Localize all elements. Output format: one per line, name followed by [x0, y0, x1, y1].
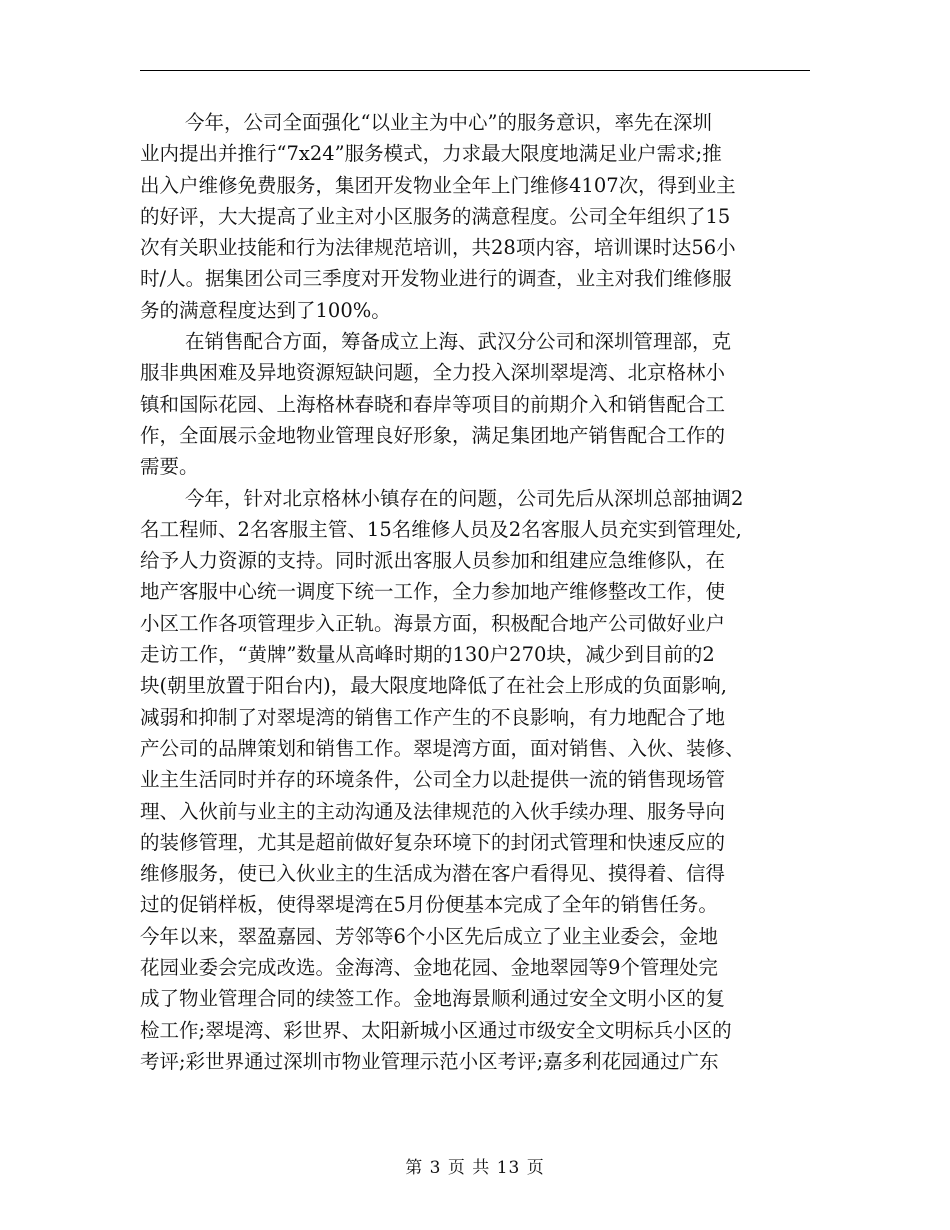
- text-line: 块(朝里放置于阳台内)，最大限度地降低了在社会上形成的负面影响,: [140, 674, 727, 698]
- text-line: 镇和国际花园、上海格林春晓和春岸等项目的前期介入和销售配合工: [140, 392, 726, 416]
- text-line: 小区工作各项管理步入正轨。海景方面，积极配合地产公司做好业户: [140, 611, 726, 635]
- header-rule: [140, 70, 810, 71]
- text-line: 考评;彩世界通过深圳市物业管理示范小区考评;嘉多利花园通过广东: [140, 1049, 719, 1073]
- text-line: 今年，公司全面强化“以业主为中心”的服务意识，率先在深圳: [185, 111, 712, 134]
- text-line: 成了物业管理合同的续签工作。金地海景顺利通过安全文明小区的复: [140, 987, 726, 1011]
- text-line: 花园业委会完成改选。金海湾、金地花园、金地翠园等9个管理处完: [140, 956, 718, 980]
- page-footer: 第 3 页 共 13 页: [405, 1158, 545, 1178]
- text-line: 的好评，大大提高了业主对小区服务的满意程度。公司全年组织了15: [140, 204, 731, 228]
- text-line: 名工程师、2名客服主管、15名维修人员及2名客服人员充实到管理处,: [140, 517, 742, 541]
- text-line: 服非典困难及异地资源短缺问题，全力投入深圳翠堤湾、北京格林小: [140, 361, 726, 385]
- text-line: 的装修管理，尤其是超前做好复杂环境下的封闭式管理和快速反应的: [140, 830, 726, 854]
- text-line: 地产客服中心统一调度下统一工作，全力参加地产维修整改工作，使: [140, 580, 726, 604]
- text-line: 需要。: [140, 455, 199, 479]
- text-line: 作，全面展示金地物业管理良好形象，满足集团地产销售配合工作的: [140, 423, 726, 447]
- text-line: 产公司的品牌策划和销售工作。翠堤湾方面，面对销售、入伙、装修、: [140, 736, 745, 760]
- text-line: 务的满意程度达到了100%。: [140, 298, 391, 322]
- text-line: 减弱和抑制了对翠堤湾的销售工作产生的不良影响，有力地配合了地: [140, 705, 726, 729]
- text-line: 检工作;翠堤湾、彩世界、太阳新城小区通过市级安全文明标兵小区的: [140, 1018, 732, 1042]
- text-line: 维修服务，使已入伙业主的生活成为潜在客户看得见、摸得着、信得: [140, 862, 726, 886]
- text-line: 理、入伙前与业主的主动沟通及法律规范的入伙手续办理、服务导向: [140, 799, 726, 823]
- text-line: 今年以来，翠盈嘉园、芳邻等6个小区先后成立了业主业委会，金地: [140, 924, 718, 948]
- text-line: 次有关职业技能和行为法律规范培训，共28项内容，培训课时达56小: [140, 236, 736, 260]
- text-line: 给予人力资源的支持。同时派出客服人员参加和组建应急维修队，在: [140, 549, 726, 573]
- text-line: 时/人。据集团公司三季度对开发物业进行的调查，业主对我们维修服: [140, 267, 732, 291]
- text-line: 出入户维修免费服务，集团开发物业全年上门维修4107次，得到业主: [140, 173, 736, 197]
- text-line: 业内提出并推行“7x24”服务模式，力求最大限度地满足业户需求;推: [140, 142, 722, 166]
- text-line: 走访工作，“黄牌”数量从高峰时期的130户270块，减少到目前的2: [140, 643, 715, 667]
- text-line: 过的促销样板，使得翠堤湾在5月份便基本完成了全年的销售任务。: [140, 893, 718, 917]
- document-body: [140, 107, 830, 1077]
- text-line: 今年，针对北京格林小镇存在的问题，公司先后从深圳总部抽调2: [185, 486, 744, 510]
- text-line: 在销售配合方面，筹备成立上海、武汉分公司和深圳管理部，克: [185, 330, 732, 354]
- text-line: 业主生活同时并存的环境条件，公司全力以赴提供一流的销售现场管: [140, 768, 726, 792]
